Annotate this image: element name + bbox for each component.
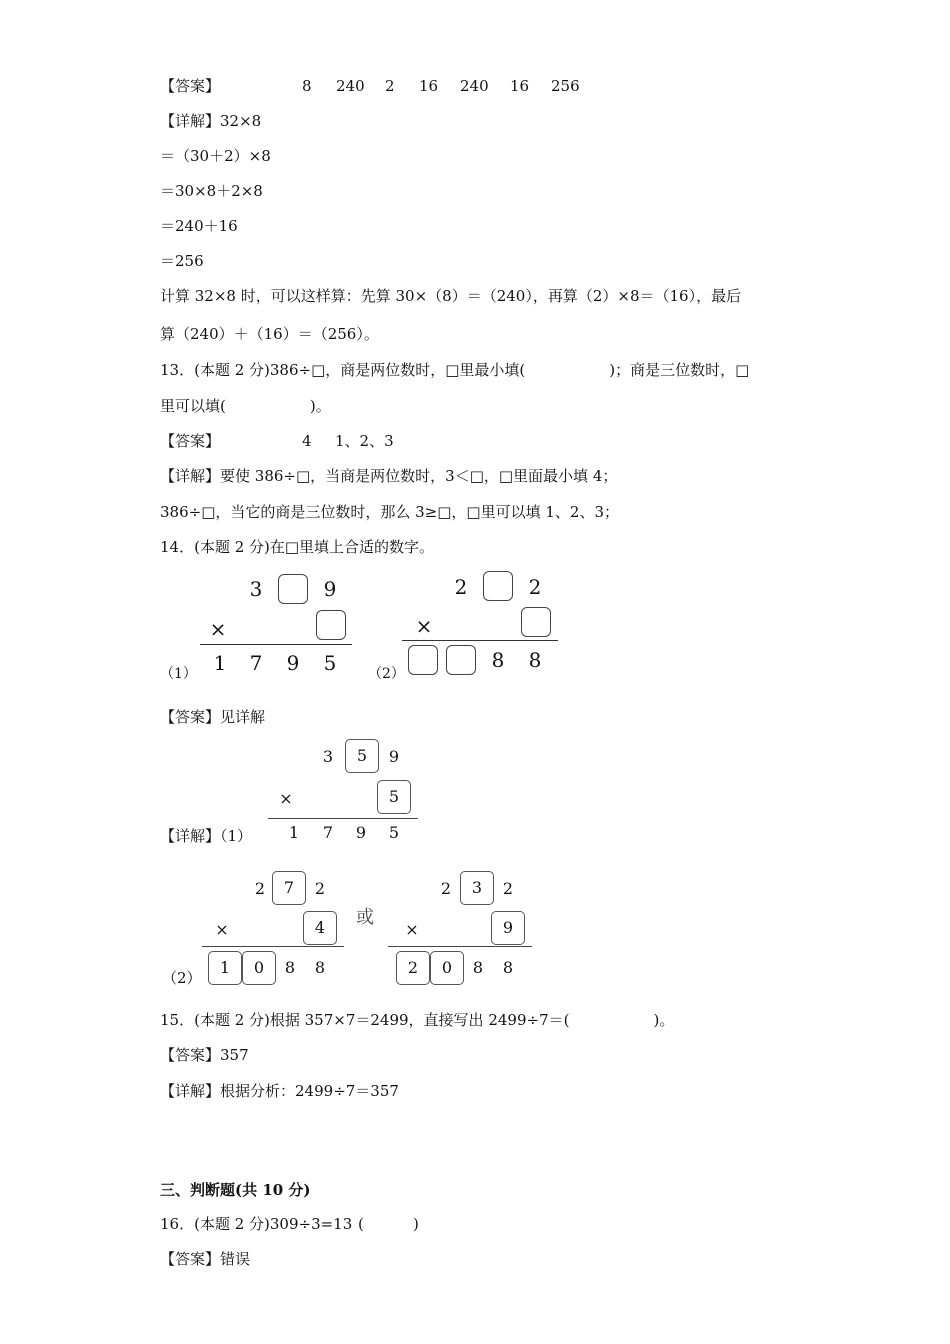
solution2a-figure: [198, 870, 358, 985]
digit: 8: [284, 958, 296, 977]
step: 32×8: [220, 112, 262, 130]
digit: 9: [286, 651, 300, 675]
step: ＝30×8＋2×8: [160, 182, 263, 200]
stem-text: 13．(本题 2 分)386÷□，商是两位数时，□里最小填(: [160, 361, 526, 379]
q12-detail-line: [160, 111, 261, 131]
paren-close: ): [413, 1215, 419, 1233]
digit: 2: [454, 575, 468, 599]
answer-label: 【答案】: [160, 77, 221, 95]
problem-label: （1）: [220, 827, 253, 845]
detail-label: 【详解】: [160, 827, 221, 845]
q13-stem-cont: [160, 396, 331, 416]
or-text: 或: [356, 907, 374, 928]
step: ＝256: [160, 252, 204, 270]
detail-label: 【详解】: [160, 467, 221, 485]
answer-value: 240: [460, 77, 489, 95]
step: ＝240＋16: [160, 217, 238, 235]
blank-box: [521, 607, 551, 637]
q13-answer-line: [160, 431, 394, 451]
detail-text: 386÷□，当它的商是三位数时，那么 3≥□，□里可以填 1、2、3；: [160, 503, 619, 521]
product-line: [200, 644, 352, 645]
answer-value: 2: [385, 77, 395, 95]
digit: 2: [502, 879, 514, 898]
digit: 7: [322, 823, 334, 842]
step: ＝（30＋2）×8: [160, 147, 271, 165]
explanation: 算（240）＋（16）＝（256）。: [160, 325, 379, 343]
stem-text: )。: [653, 1011, 675, 1029]
problem-label: （2）: [162, 969, 202, 987]
filled-box: 2: [396, 951, 430, 985]
q14-detail-line: [160, 826, 252, 846]
stem-text: 16．(本题 2 分)309÷3=13: [160, 1215, 353, 1233]
stem-text: 里可以填(: [160, 397, 226, 415]
product-line: [268, 818, 418, 819]
filled-box: 5: [377, 780, 411, 814]
blank-box: [483, 571, 513, 601]
answer-value: 256: [551, 77, 580, 95]
filled-box: 0: [242, 951, 276, 985]
detail-text: 要使 386÷□，当商是两位数时，3＜□，□里面最小填 4；: [220, 467, 618, 485]
digit: 5: [323, 651, 337, 675]
filled-box: 3: [460, 871, 494, 905]
answer-value: 240: [336, 77, 365, 95]
problem-label: （1）: [160, 666, 197, 682]
detail-label: 【详解】: [160, 1082, 221, 1100]
detail-text: 根据分析：2499÷7＝357: [220, 1082, 399, 1100]
q15-stem: [160, 1010, 674, 1030]
product-line: [202, 946, 344, 947]
q15-detail-line: [160, 1081, 399, 1101]
digit: 8: [502, 958, 514, 977]
answer-value: 16: [510, 77, 530, 95]
answer-label: 【答案】: [160, 1046, 221, 1064]
times-sign: ×: [215, 920, 229, 939]
problem1-figure: [160, 570, 360, 685]
digit: 9: [323, 577, 337, 601]
answer-value: 1、2、3: [335, 432, 394, 450]
answer-value: 错误: [220, 1250, 251, 1268]
problem-label: （2）: [368, 666, 405, 682]
detail-label: 【详解】: [160, 112, 221, 130]
times-sign: ×: [415, 614, 433, 638]
times-sign: ×: [279, 789, 293, 808]
answer-value: 357: [220, 1046, 249, 1064]
filled-box: 4: [303, 911, 337, 945]
digit: 7: [249, 651, 263, 675]
answer-value: 4: [302, 432, 312, 450]
q13-detail-line: [160, 466, 617, 486]
digit: 3: [249, 577, 263, 601]
q15-answer-line: [160, 1045, 249, 1065]
filled-box: 1: [208, 951, 242, 985]
digit: 9: [388, 747, 400, 766]
q14-answer-line: [160, 707, 265, 727]
digit: 3: [322, 747, 334, 766]
digit: 5: [388, 823, 400, 842]
solution1-figure: [266, 738, 426, 848]
digit: 8: [491, 648, 505, 672]
times-sign: ×: [209, 617, 227, 641]
digit: 8: [472, 958, 484, 977]
answer-value: 16: [419, 77, 439, 95]
blank-box: [408, 645, 438, 675]
digit: 8: [314, 958, 326, 977]
digit: 2: [528, 575, 542, 599]
product-line: [402, 640, 558, 641]
filled-box: 5: [345, 739, 379, 773]
digit: 2: [314, 879, 326, 898]
q12-answer-line: [160, 76, 580, 96]
stem-text: )。: [309, 397, 331, 415]
answer-label: 【答案】: [160, 1250, 221, 1268]
blank-box: [278, 574, 308, 604]
digit: 2: [440, 879, 452, 898]
q16-answer-line: [160, 1249, 250, 1269]
solution2b-figure: [386, 870, 546, 985]
digit: 2: [254, 879, 266, 898]
digit: 1: [213, 651, 227, 675]
paren-open: (: [358, 1215, 364, 1233]
answer-value: 见详解: [220, 708, 266, 726]
filled-box: 0: [430, 951, 464, 985]
product-line: [388, 946, 532, 947]
digit: 1: [288, 823, 300, 842]
q13-stem: [160, 360, 749, 380]
filled-box: 9: [491, 911, 525, 945]
answer-label: 【答案】: [160, 708, 221, 726]
blank-box: [446, 645, 476, 675]
section-heading: 三、判断题(共 10 分): [160, 1181, 311, 1199]
stem-text: 15．(本题 2 分)根据 357×7＝2499，直接写出 2499÷7＝(: [160, 1011, 570, 1029]
filled-box: 7: [272, 871, 306, 905]
answer-value: 8: [302, 77, 312, 95]
q14-stem: 14．(本题 2 分)在□里填上合适的数字。: [160, 538, 435, 556]
stem-text: )；商是三位数时，□: [609, 361, 750, 379]
q16-stem: [160, 1214, 419, 1234]
explanation: 计算 32×8 时，可以这样算：先算 30×（8）＝（240），再算（2）×8＝（16），最后: [160, 287, 742, 305]
problem2-figure: [368, 568, 568, 683]
blank-box: [316, 610, 346, 640]
answer-label: 【答案】: [160, 432, 221, 450]
digit: 8: [528, 648, 542, 672]
times-sign: ×: [405, 920, 419, 939]
digit: 9: [355, 823, 367, 842]
